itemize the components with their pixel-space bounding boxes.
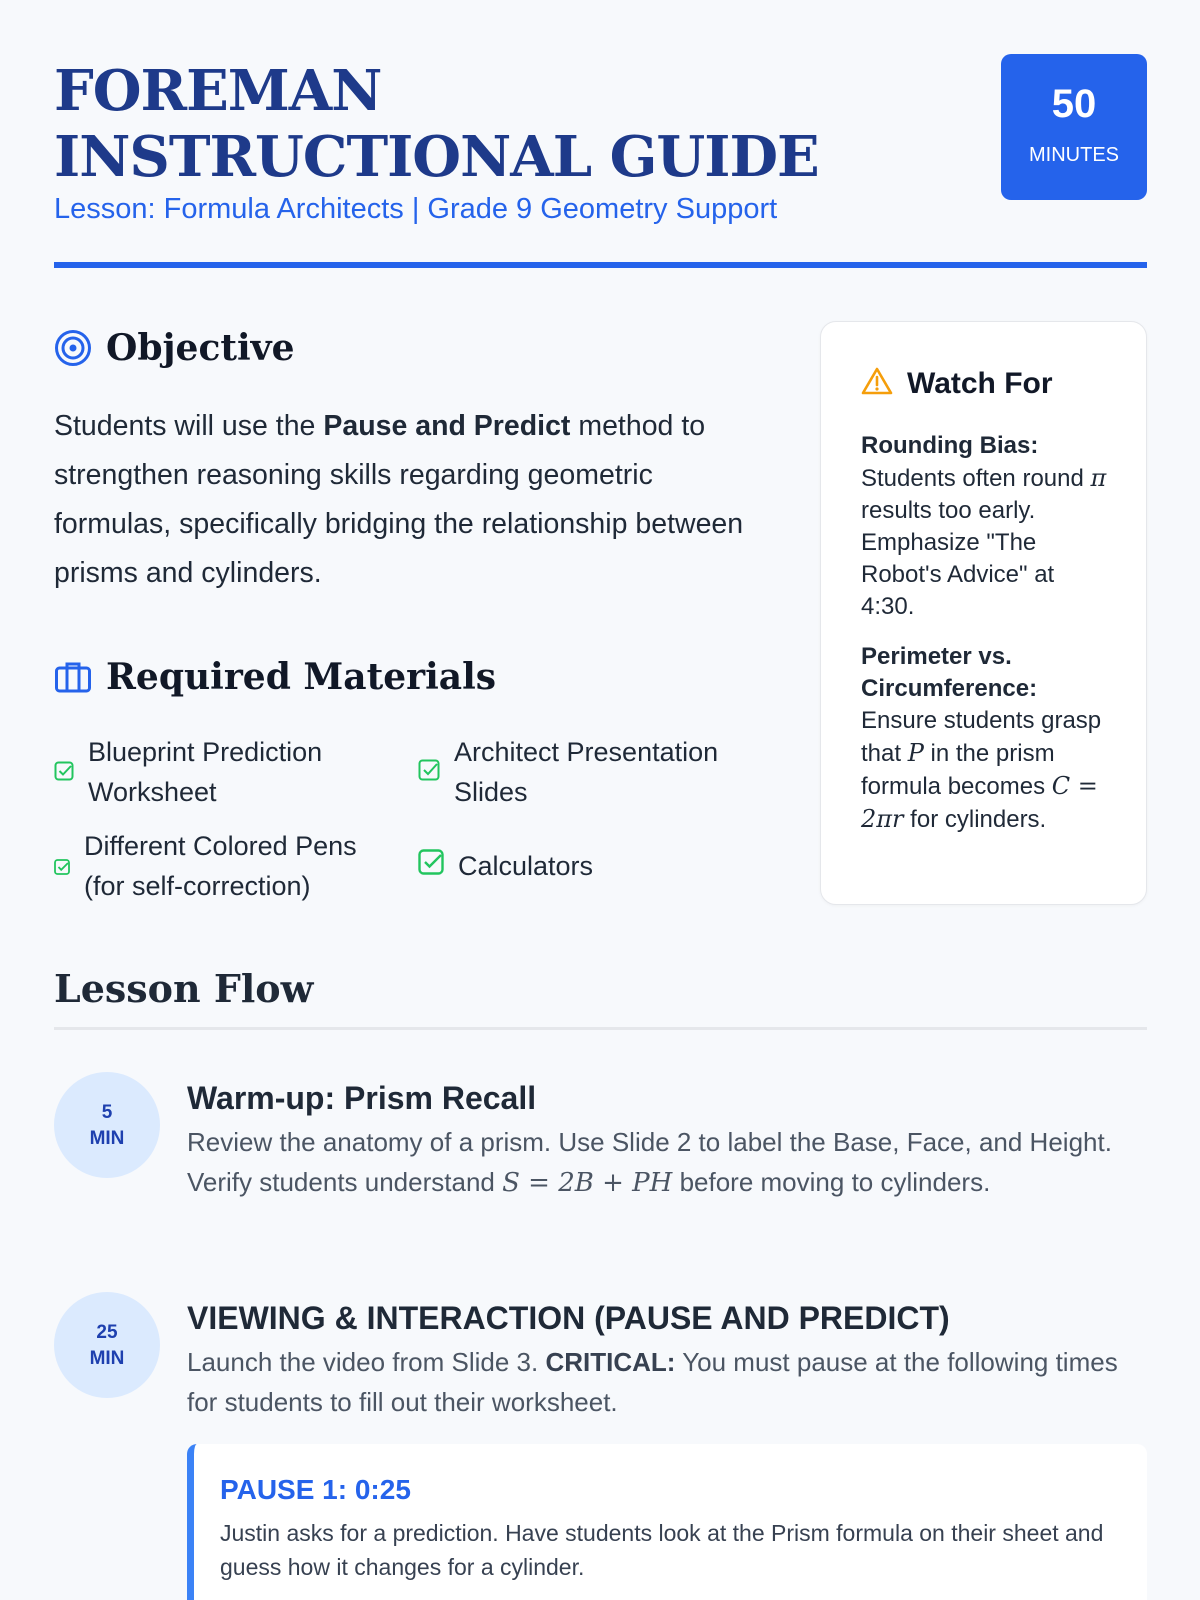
duration-badge [1001,54,1147,200]
watch-item-rounding: Rounding Bias: Students often round π results too early. Emphasize "The Robot's Advice" at 4:30. [861,432,1107,620]
watch-item-perimeter: Perimeter vs. Circumference: Ensure students grasp that P in the prism formula becomes C = 2πr for cylinders. [861,643,1102,833]
step-description: Review the anatomy of a prism. Use Slide 2 to label the Base, Face, and Height. Verify students understand S = 2B + PH before moving to cylinders. [187,1127,1112,1198]
objective-text: Students will use the Pause and Predict method to strengthen reasoning skills regarding geometric formulas, specifically bridging the relationship between prisms and cylinders. [54,410,744,589]
step-minutes: 25 [96,1322,118,1343]
objective-heading [54,326,295,370]
duration-value: 50 [1051,82,1097,126]
materials-title: Required Materials [106,656,497,698]
lesson-flow-title: Lesson Flow [54,966,314,1011]
material-label: Blueprint Prediction Worksheet [88,737,323,807]
watch-for-body [861,430,1111,854]
pause-text: Justin asks for a prediction. Have students look at the Prism formula on their sheet and guess how it changes for a cylinder. [220,1520,1104,1580]
header [54,54,1147,268]
step-description: Launch the video from Slide 3. CRITICAL: You must pause at the following times for students to fill out their worksheet. [187,1347,1118,1417]
page [54,0,1147,1600]
objective-title: Objective [106,327,295,369]
checkbox-icon [54,846,70,886]
material-label: Architect Presentation Slides [454,737,719,807]
step-title: VIEWING & INTERACTION (PAUSE AND PREDICT) [187,1300,950,1336]
briefcase-icon [54,658,92,696]
step-unit: MIN [89,1128,125,1149]
list-item [54,732,384,812]
checkbox-icon [418,846,444,886]
list-item [418,846,768,886]
material-label: Different Colored Pens (for self-correction) [84,831,357,901]
list-item [54,826,384,906]
step-time-badge [54,1292,160,1398]
step-minutes: 5 [101,1102,113,1123]
page-subtitle: Lesson: Formula Architects | Grade 9 Geometry Support [54,193,778,225]
step-title: Warm-up: Prism Recall [187,1080,537,1116]
page-title: FOREMAN INSTRUCTIONAL GUIDE [54,58,819,190]
warning-icon [861,366,893,401]
watch-for-title: Watch For [907,366,1053,400]
checkbox-icon [54,752,74,792]
step-unit: MIN [89,1348,125,1369]
watch-for-card [820,321,1147,905]
divider [54,1027,1147,1030]
checkbox-icon [418,752,440,792]
list-item [418,732,768,812]
pause-title: PAUSE 1: 0:25 [220,1474,411,1505]
duration-unit: MINUTES [1029,144,1119,166]
step-time-badge [54,1072,160,1178]
watch-for-heading [861,366,1053,401]
material-label: Calculators [458,851,594,881]
materials-heading [54,655,496,699]
target-icon [54,329,92,367]
pause-card [187,1444,1147,1600]
